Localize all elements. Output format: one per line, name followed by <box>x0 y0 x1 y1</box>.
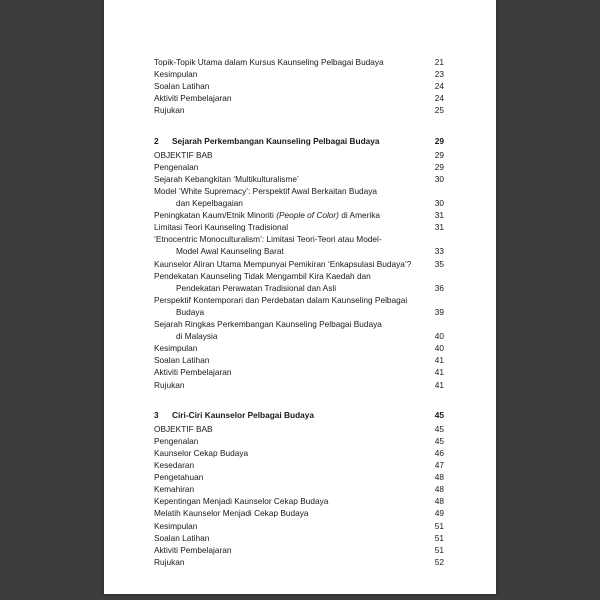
toc-entry-page-number: 36 <box>434 282 444 293</box>
toc-entry-text: Peningkatan Kaum/Etnik Minoriti <box>154 210 277 221</box>
document-page <box>104 0 496 594</box>
toc-entry-page-number: 30 <box>434 173 444 184</box>
toc-entry-page-number: 29 <box>434 161 444 172</box>
toc-entry-title: Soalan Latihan <box>154 355 210 366</box>
toc-entry-title: Perspektif Kontemporari dan Perdebatan dalam Kaunseling Pelbagai <box>154 294 408 305</box>
toc-entry-text: di Amerika <box>338 210 380 221</box>
toc-entry-title: Kesimpulan <box>154 520 198 531</box>
toc-entry-title: Aktiviti Pembelajaran <box>154 544 232 555</box>
toc-entry-title: OBJEKTIF BAB <box>154 423 213 434</box>
toc-entry-page-number: 45 <box>434 423 444 434</box>
toc-entry-title: Topik-Topik Utama dalam Kursus Kaunseling Pelbagai Budaya <box>154 57 384 67</box>
toc-entry-title: di Malaysia <box>176 331 218 342</box>
toc-entry-page-number: 45 <box>434 435 444 446</box>
toc-entry-italic-text: (People of Color) <box>276 210 339 221</box>
toc-entry-title <box>154 210 380 220</box>
toc-entry-title: dan Kepelbagaian <box>176 198 243 208</box>
toc-entry-title: Pengetahuan <box>154 472 204 483</box>
toc-entry-page-number: 51 <box>434 532 444 543</box>
chapter-page-number: 45 <box>434 409 444 420</box>
table-of-contents <box>104 0 496 594</box>
toc-entry-page-number: 23 <box>434 69 444 80</box>
toc-entry-title: Pengenalan <box>154 161 199 172</box>
chapter-number: 2 <box>154 135 159 146</box>
toc-entry-title: Pendekatan Kaunseling Tidak Mengambil Kira Kaedah dan <box>154 270 371 281</box>
toc-entry-page-number: 24 <box>434 81 444 92</box>
toc-entry-title: Soalan Latihan <box>154 81 210 92</box>
toc-entry-title: Kesimpulan <box>154 343 198 354</box>
toc-entry-title: Rujukan <box>154 556 185 567</box>
chapter-page-number: 29 <box>434 135 444 146</box>
toc-entry-page-number: 35 <box>434 258 444 269</box>
toc-entry-title: Rujukan <box>154 105 185 116</box>
toc-entry-page-number: 49 <box>434 508 444 519</box>
toc-entry-page-number: 31 <box>434 222 444 233</box>
toc-entry-title: Kesedaran <box>154 460 195 470</box>
toc-entry-page-number: 51 <box>434 544 444 555</box>
toc-entry-title: Soalan Latihan <box>154 532 210 543</box>
toc-entry-title: Aktiviti Pembelajaran <box>154 93 232 104</box>
toc-entry-title: Sejarah Ringkas Perkembangan Kaunseling Pelbagai Budaya <box>154 319 382 329</box>
chapter-number: 3 <box>154 409 159 420</box>
chapter-title: Sejarah Perkembangan Kaunseling Pelbagai Budaya <box>172 135 380 146</box>
toc-entry-page-number: 48 <box>434 496 444 507</box>
toc-entry-page-number: 47 <box>434 460 444 470</box>
toc-entry-page-number: 25 <box>434 105 444 116</box>
toc-entry-page-number: 31 <box>434 210 444 221</box>
toc-entry-page-number: 48 <box>434 472 444 483</box>
toc-entry-page-number: 39 <box>434 306 444 317</box>
toc-entry-page-number: 41 <box>434 379 444 390</box>
toc-entry-title: Kemahiran <box>154 484 195 495</box>
toc-entry-title: ‘Etnocentric Monoculturalism’: Limitasi Teori-Teori atau Model- <box>154 234 382 245</box>
toc-entry-title: Sejarah Kebangkitan ‘Multikulturalisme’ <box>154 173 299 184</box>
toc-entry-title: Pendekatan Perawatan Tradisional dan Asli <box>176 282 337 293</box>
toc-entry-page-number: 41 <box>434 355 444 366</box>
chapter-title: Ciri-Ciri Kaunselor Pelbagai Budaya <box>172 409 315 420</box>
toc-entry-title: Kepentingan Menjadi Kaunselor Cekap Budaya <box>154 496 329 507</box>
toc-entry-title: Budaya <box>176 306 205 317</box>
toc-entry-page-number: 52 <box>434 556 444 567</box>
toc-entry-page-number: 46 <box>434 447 444 458</box>
toc-entry-title: Rujukan <box>154 379 185 390</box>
toc-entry-title: Kaunselor Aliran Utama Mempunyai Pemikiran ‘Enkapsulasi Budaya’? <box>154 258 412 269</box>
toc-entry-title: Model Awal Kaunseling Barat <box>176 246 284 257</box>
toc-entry-page-number: 21 <box>434 57 444 67</box>
toc-entry-page-number: 33 <box>434 246 444 257</box>
toc-entry-page-number: 29 <box>434 149 444 160</box>
toc-entry-title: Pengenalan <box>154 435 199 446</box>
toc-entry-page-number: 30 <box>434 198 444 208</box>
toc-entry-title: OBJEKTIF BAB <box>154 149 213 160</box>
toc-entry-page-number: 40 <box>434 343 444 354</box>
toc-entry-title: Model ‘White Supremacy’: Perspektif Awal Berkaitan Budaya <box>154 185 378 196</box>
toc-entry-title: Aktiviti Pembelajaran <box>154 367 232 378</box>
toc-entry-page-number: 48 <box>434 484 444 495</box>
toc-entry-page-number: 51 <box>434 520 444 531</box>
toc-entry-page-number: 24 <box>434 93 444 104</box>
toc-entry-page-number: 41 <box>434 367 444 378</box>
toc-entry-title: Kesimpulan <box>154 69 198 80</box>
toc-entry-title: Kaunselor Cekap Budaya <box>154 447 249 458</box>
toc-entry-title: Limitasi Teori Kaunseling Tradisional <box>154 222 289 233</box>
toc-entry-page-number: 40 <box>434 331 444 342</box>
toc-entry-title: Melatih Kaunselor Menjadi Cekap Budaya <box>154 508 309 519</box>
